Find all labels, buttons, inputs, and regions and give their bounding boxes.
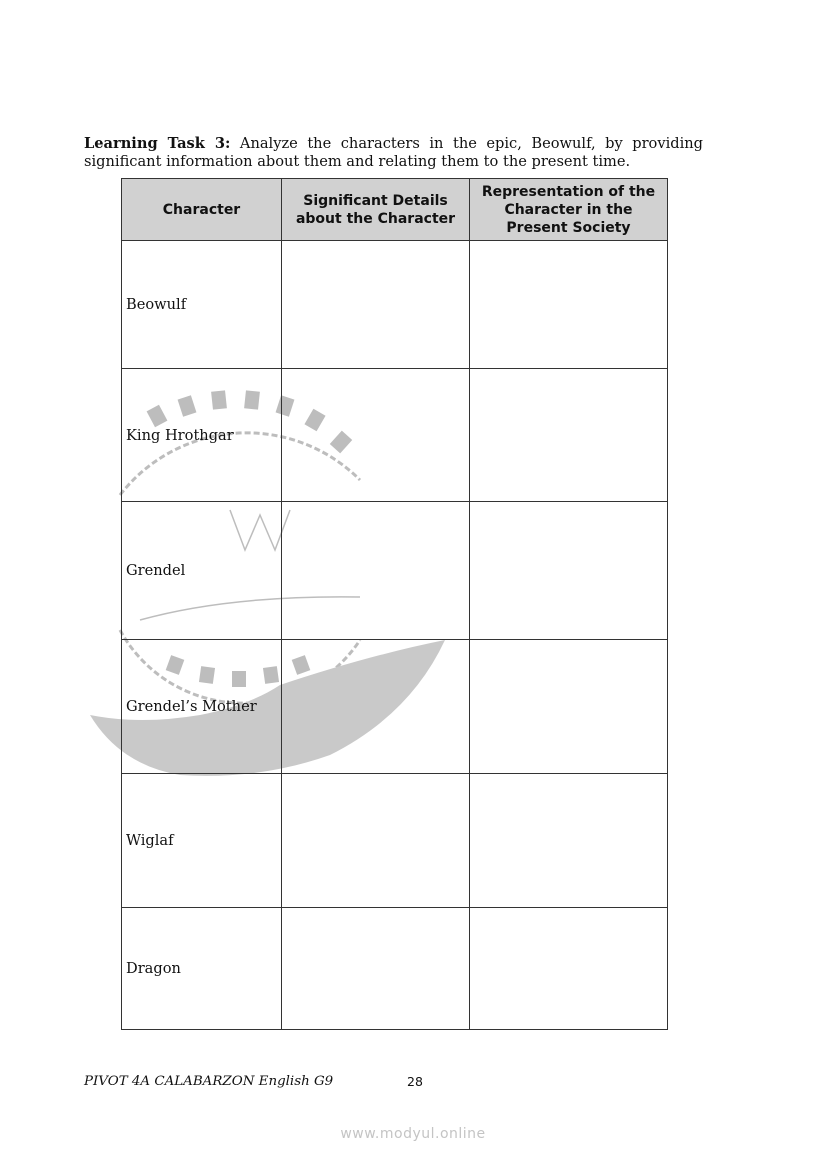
- representation-cell[interactable]: [470, 369, 668, 502]
- table-row: [122, 774, 668, 908]
- character-name: Dragon: [122, 908, 282, 1030]
- representation-cell[interactable]: [470, 774, 668, 908]
- details-cell[interactable]: [282, 369, 470, 502]
- task-text: Analyze the characters in the epic, Beowulf, by providing significant information about them and relating them to the present time.: [84, 134, 704, 170]
- page-number: 28: [407, 1074, 423, 1089]
- representation-cell[interactable]: [470, 640, 668, 774]
- details-cell[interactable]: [282, 502, 470, 640]
- representation-cell[interactable]: [470, 241, 668, 369]
- character-analysis-table: [121, 178, 668, 1030]
- header-character: Character: [122, 179, 282, 241]
- table-header-row: [122, 179, 668, 241]
- table-row: [122, 241, 668, 369]
- task-lead: Learning Task 3:: [84, 134, 231, 152]
- details-cell[interactable]: [282, 774, 470, 908]
- details-cell[interactable]: [282, 241, 470, 369]
- character-name: Grendel’s Mother: [122, 640, 282, 774]
- character-name: Wiglaf: [122, 774, 282, 908]
- character-name: Grendel: [122, 502, 282, 640]
- table-row: [122, 369, 668, 502]
- task-instructions: [84, 135, 703, 171]
- website-watermark: www.modyul.online: [340, 1126, 486, 1142]
- table-row: [122, 640, 668, 774]
- representation-cell[interactable]: [470, 502, 668, 640]
- details-cell[interactable]: [282, 908, 470, 1030]
- character-name: King Hrothgar: [122, 369, 282, 502]
- character-name: Beowulf: [122, 241, 282, 369]
- table-row: [122, 908, 668, 1030]
- header-significant-details: Significant Details about the Character: [282, 179, 470, 241]
- table-row: [122, 502, 668, 640]
- representation-cell[interactable]: [470, 908, 668, 1030]
- header-representation: Representation of the Character in the Present Society: [470, 179, 668, 241]
- footer-title: PIVOT 4A CALABARZON English G9: [84, 1074, 334, 1089]
- details-cell[interactable]: [282, 640, 470, 774]
